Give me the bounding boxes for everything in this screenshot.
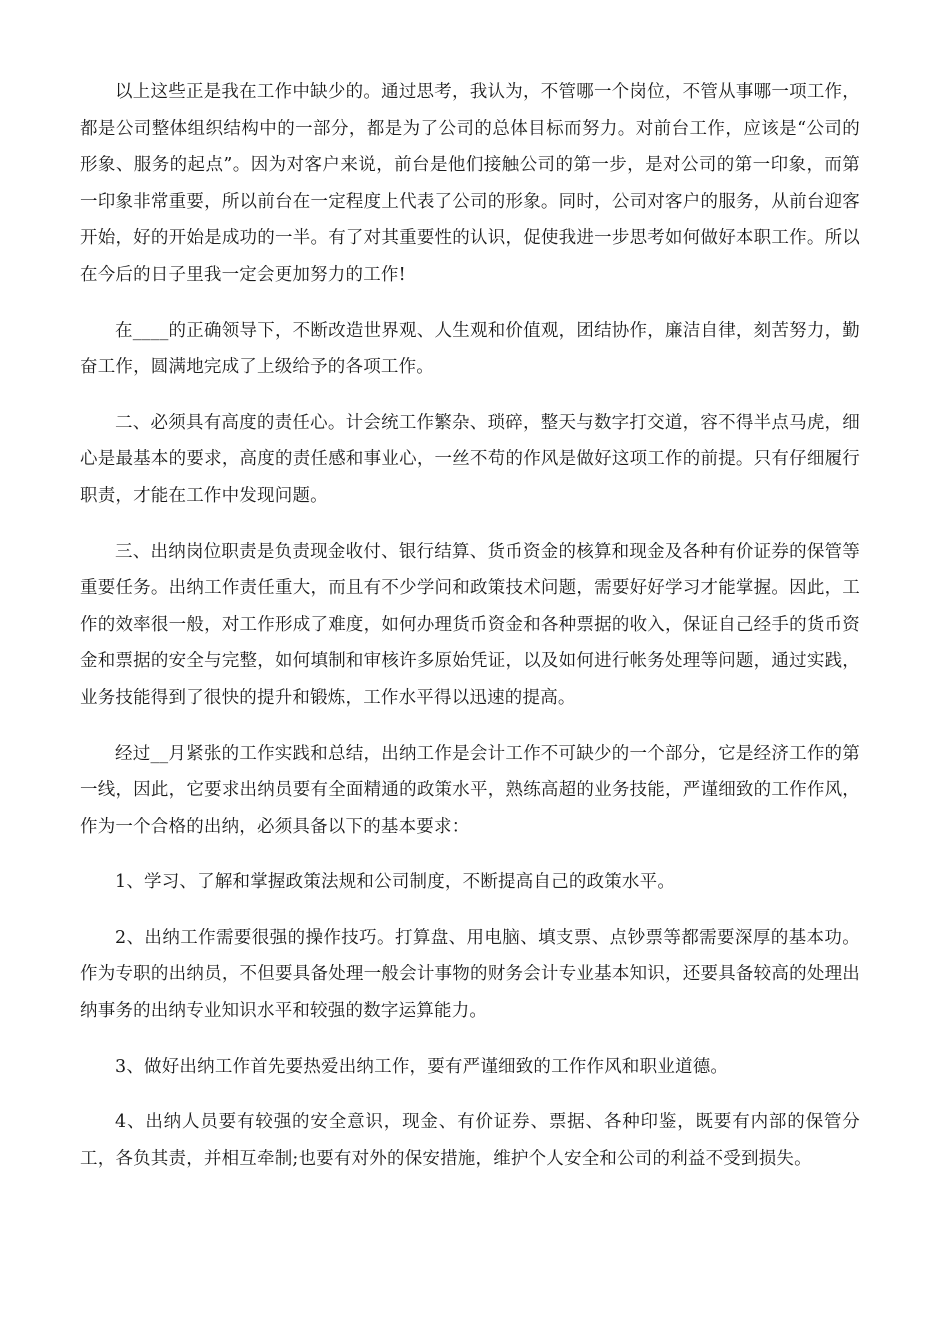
paragraph-3: 二、必须具有高度的责任心。计会统工作繁杂、琐碎，整天与数字打交道，容不得半点马虎，细心是最基本的要求，高度的责任感和事业心，一丝不苟的作风是做好这项工作的前提。只有仔细履行职责，才能在工作中发现问题。 — [80, 412, 860, 506]
paragraph-8: 3、做好出纳工作首先要热爱出纳工作，要有严谨细致的工作作风和职业道德。 — [115, 1056, 729, 1077]
paragraph-6: 1、学习、了解和掌握政策法规和公司制度，不断提高自己的政策水平。 — [115, 872, 676, 893]
paragraph-1: 以上这些正是我在工作中缺少的。通过思考，我认为，不管哪一个岗位，不管从事哪一项工作，都是公司整体组织结构中的一部分，都是为了公司的总体目标而努力。对前台工作，应该是“公司的形象、服务的起点”。因为对客户来说，前台是他们接触公司的第一步，是对公司的第一印象，而第一印象非常重要，所以前台在一定程度上代表了公司的形象。同时，公司对客户的服务，从前台迎客开始，好的开始是成功的一半。有了对其重要性的认识，促使我进一步思考如何做好本职工作。所以在今后的日子里我一定会更加努力的工作! — [80, 82, 860, 285]
paragraph-5: 经过__月紧张的工作实践和总结，出纳工作是会计工作不可缺少的一个部分，它是经济工作的第一线，因此，它要求出纳员要有全面精通的政策水平，熟练高超的业务技能，严谨细致的工作作风，作为一个合格的出纳，必须具备以下的基本要求： — [80, 743, 860, 837]
paragraph-9: 4、出纳人员要有较强的安全意识，现金、有价证券、票据、各种印鉴，既要有内部的保管分工，各负其责，并相互牵制;也要有对外的保安措施，维护个人安全和公司的利益不受到损失。 — [80, 1112, 860, 1169]
document-body — [80, 74, 860, 1196]
paragraph-7: 2、出纳工作需要很强的操作技巧。打算盘、用电脑、填支票、点钞票等都需要深厚的基本功。作为专职的出纳员，不但要具备处理一般会计事物的财务会计专业基本知识，还要具备较高的处理出纳事务的出纳专业知识水平和较强的数字运算能力。 — [80, 927, 860, 1022]
paragraph-4: 三、出纳岗位职责是负责现金收付、银行结算、货币资金的核算和现金及各种有价证券的保管等重要任务。出纳工作责任重大，而且有不少学问和政策技术问题，需要好好学习才能掌握。因此，工作的效率很一般，对工作形成了难度，如何办理货币资金和各种票据的收入，保证自己经手的货币资金和票据的安全与完整，如何填制和审核许多原始凭证，以及如何进行帐务处理等问题，通过实践，业务技能得到了很快的提升和锻炼，工作水平得以迅速的提高。 — [80, 541, 860, 708]
paragraph-2: 在____的正确领导下，不断改造世界观、人生观和价值观，团结协作，廉洁自律，刻苦努力，勤奋工作，圆满地完成了上级给予的各项工作。 — [80, 320, 860, 378]
